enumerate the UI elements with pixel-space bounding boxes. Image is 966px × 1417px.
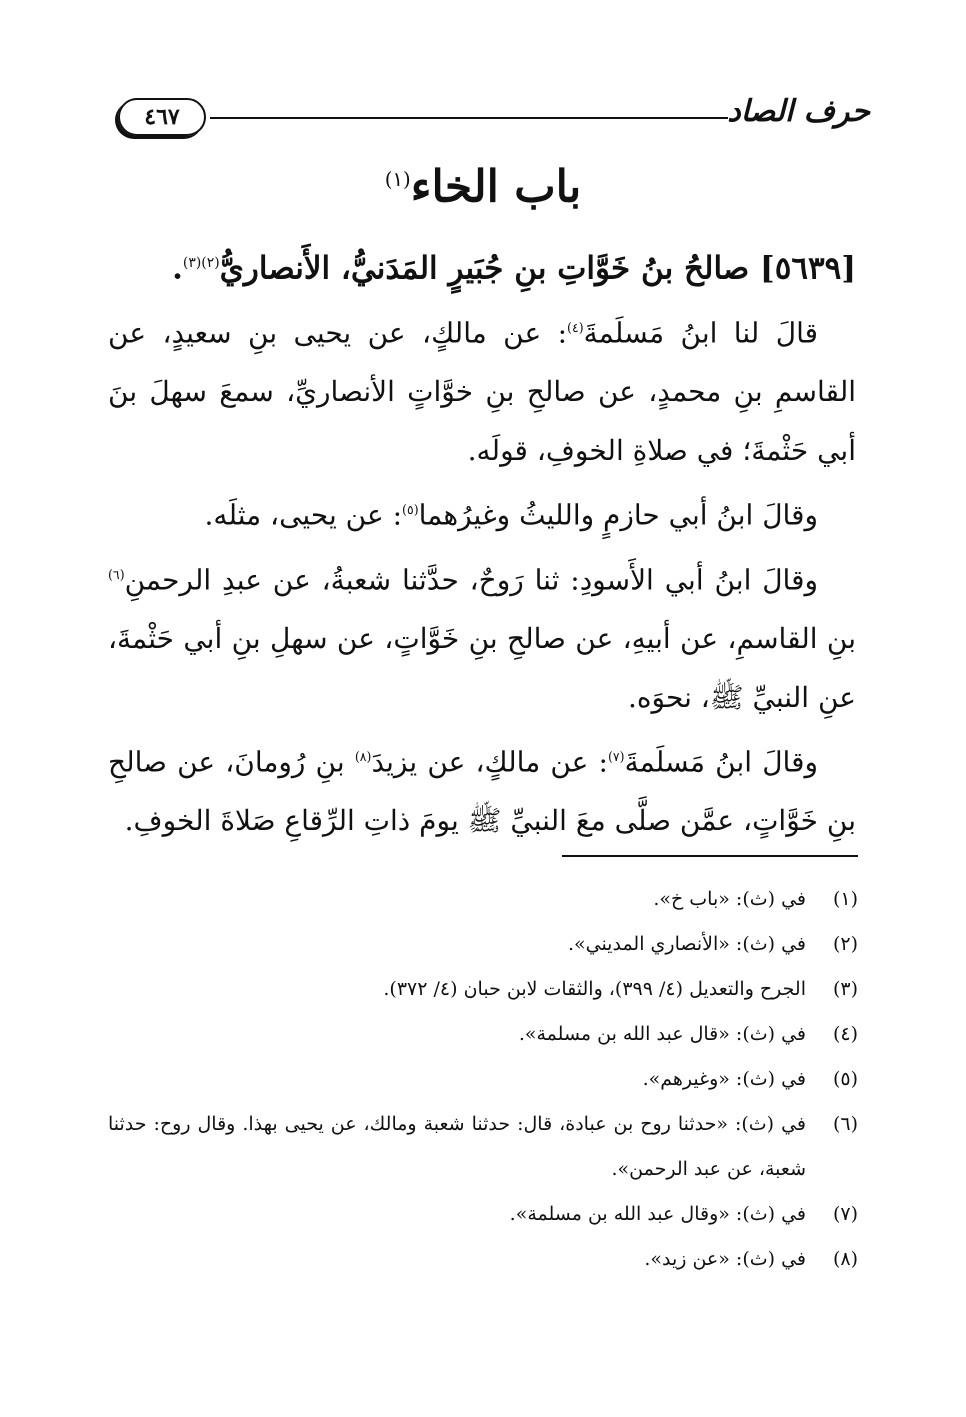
footnote-text: في (ث): «وغيرهم». bbox=[642, 1068, 806, 1090]
footnote-item bbox=[108, 967, 858, 1012]
running-title: حرف الصاد bbox=[727, 94, 870, 129]
text-run: قالَ لنا ابنُ مَسلَمةَ bbox=[583, 316, 818, 350]
body-text bbox=[108, 298, 856, 850]
footnote-number: (٣) bbox=[832, 978, 858, 1000]
footnote-marker: (٥) bbox=[402, 502, 419, 518]
paragraph-2 bbox=[108, 480, 856, 544]
text-run: وقالَ ابنُ مَسلَمةَ bbox=[624, 745, 818, 779]
footnote-item bbox=[108, 877, 858, 922]
footnote-item bbox=[108, 922, 858, 967]
text-run: : عن مالكٍ، عن يزيدَ bbox=[371, 745, 608, 779]
paragraph-4 bbox=[108, 727, 856, 850]
footnote-marker: (٦) bbox=[108, 566, 125, 582]
footnote-text: في (ث): «الأنصاري المديني». bbox=[567, 933, 806, 955]
paragraph-1 bbox=[108, 298, 856, 480]
running-header bbox=[118, 92, 870, 142]
text-run: : عن يحيى، مثلَه. bbox=[204, 498, 403, 532]
footnote-marker: (٨) bbox=[354, 748, 372, 764]
footnote-text: في (ث): «وقال عبد الله بن مسلمة». bbox=[509, 1203, 806, 1225]
paragraph-3 bbox=[108, 545, 856, 727]
footnote-text: في (ث): «عن زيد». bbox=[644, 1248, 806, 1270]
text-run: وقالَ ابنُ أبي الأَسودِ: ثنا رَوحٌ، حدَّثنا شعبةُ، عن عبدِ الرحمنِ bbox=[124, 562, 818, 596]
footnote-text: الجرح والتعديل (٤/ ٣٩٩)، والثقات لابن حبان (٤/ ٣٧٢). bbox=[383, 978, 806, 1000]
footnote-number: (٤) bbox=[832, 1023, 858, 1045]
chapter-title-text: باب الخاء bbox=[410, 161, 582, 213]
footnote-number: (٥) bbox=[832, 1068, 858, 1090]
chapter-title bbox=[0, 150, 966, 218]
page-number: ٤٦٧ bbox=[118, 98, 206, 136]
footnote-item bbox=[108, 1192, 858, 1237]
entry-name: صالحُ بنُ خَوَّاتِ بنِ جُبَيرٍ المَدَنيُّ، الأَنصاريُّ bbox=[219, 250, 750, 287]
footnote-marker: (٢)(٣) bbox=[182, 255, 220, 271]
footnote-marker: (٤) bbox=[567, 320, 584, 335]
footnotes bbox=[108, 877, 858, 1282]
footnote-marker: (١) bbox=[384, 168, 411, 191]
footnote-number: (٨) bbox=[832, 1248, 858, 1270]
footnote-text: في (ث): «قال عبد الله بن مسلمة». bbox=[518, 1023, 806, 1045]
text-run: بنِ رُومانَ، عن صالحِ بنِ خَوَّاتٍ، عمَّن صلَّى معَ النبيِّ ﷺ يومَ ذاتِ الرِّقاعِ صَلاةَ الخوفِ. bbox=[108, 745, 856, 838]
footnote-text: في (ث): «باب خ». bbox=[653, 888, 806, 910]
footnote-marker: (٧) bbox=[607, 748, 625, 764]
footnote-text: في (ث): «حدثنا روح بن عبادة، قال: حدثنا شعبة ومالك، عن يحيى بهذا. وقال روح: حدثنا شعبة، عن عبد الرحمن». bbox=[108, 1113, 806, 1180]
entry-number: [٥٦٣٩] bbox=[760, 250, 856, 287]
footnote-item bbox=[108, 1012, 858, 1057]
header-rule bbox=[210, 117, 728, 119]
footnote-item bbox=[108, 1057, 858, 1102]
entry-end: . bbox=[172, 250, 183, 287]
footnote-item bbox=[108, 1237, 858, 1282]
text-run: بنِ القاسمِ، عن أبيهِ، عن صالحِ بنِ خَوَّاتٍ، عن سهلِ بنِ أبي حَثْمةَ، عنِ النبيِّ ﷺ، نحوَه. bbox=[108, 621, 856, 714]
footnote-item bbox=[108, 1102, 858, 1192]
entry-heading bbox=[106, 240, 856, 291]
footnote-number: (١) bbox=[832, 888, 858, 910]
footnote-number: (٦) bbox=[832, 1113, 858, 1135]
footnote-number: (٢) bbox=[832, 933, 858, 955]
text-run: : عن مالكٍ، عن يحيى بنِ سعيدٍ، عن القاسمِ بنِ محمدٍ، عن صالحِ بنِ خوَّاتٍ الأنصاريِّ، سمعَ سهلَ بنَ أبي حَثْمةَ؛ في صلاةِ الخوفِ، قولَه. bbox=[108, 316, 856, 468]
footnote-number: (٧) bbox=[832, 1203, 858, 1225]
text-run: وقالَ ابنُ أبي حازمٍ والليثُ وغيرُهما bbox=[418, 498, 818, 532]
footnote-separator bbox=[562, 855, 858, 857]
